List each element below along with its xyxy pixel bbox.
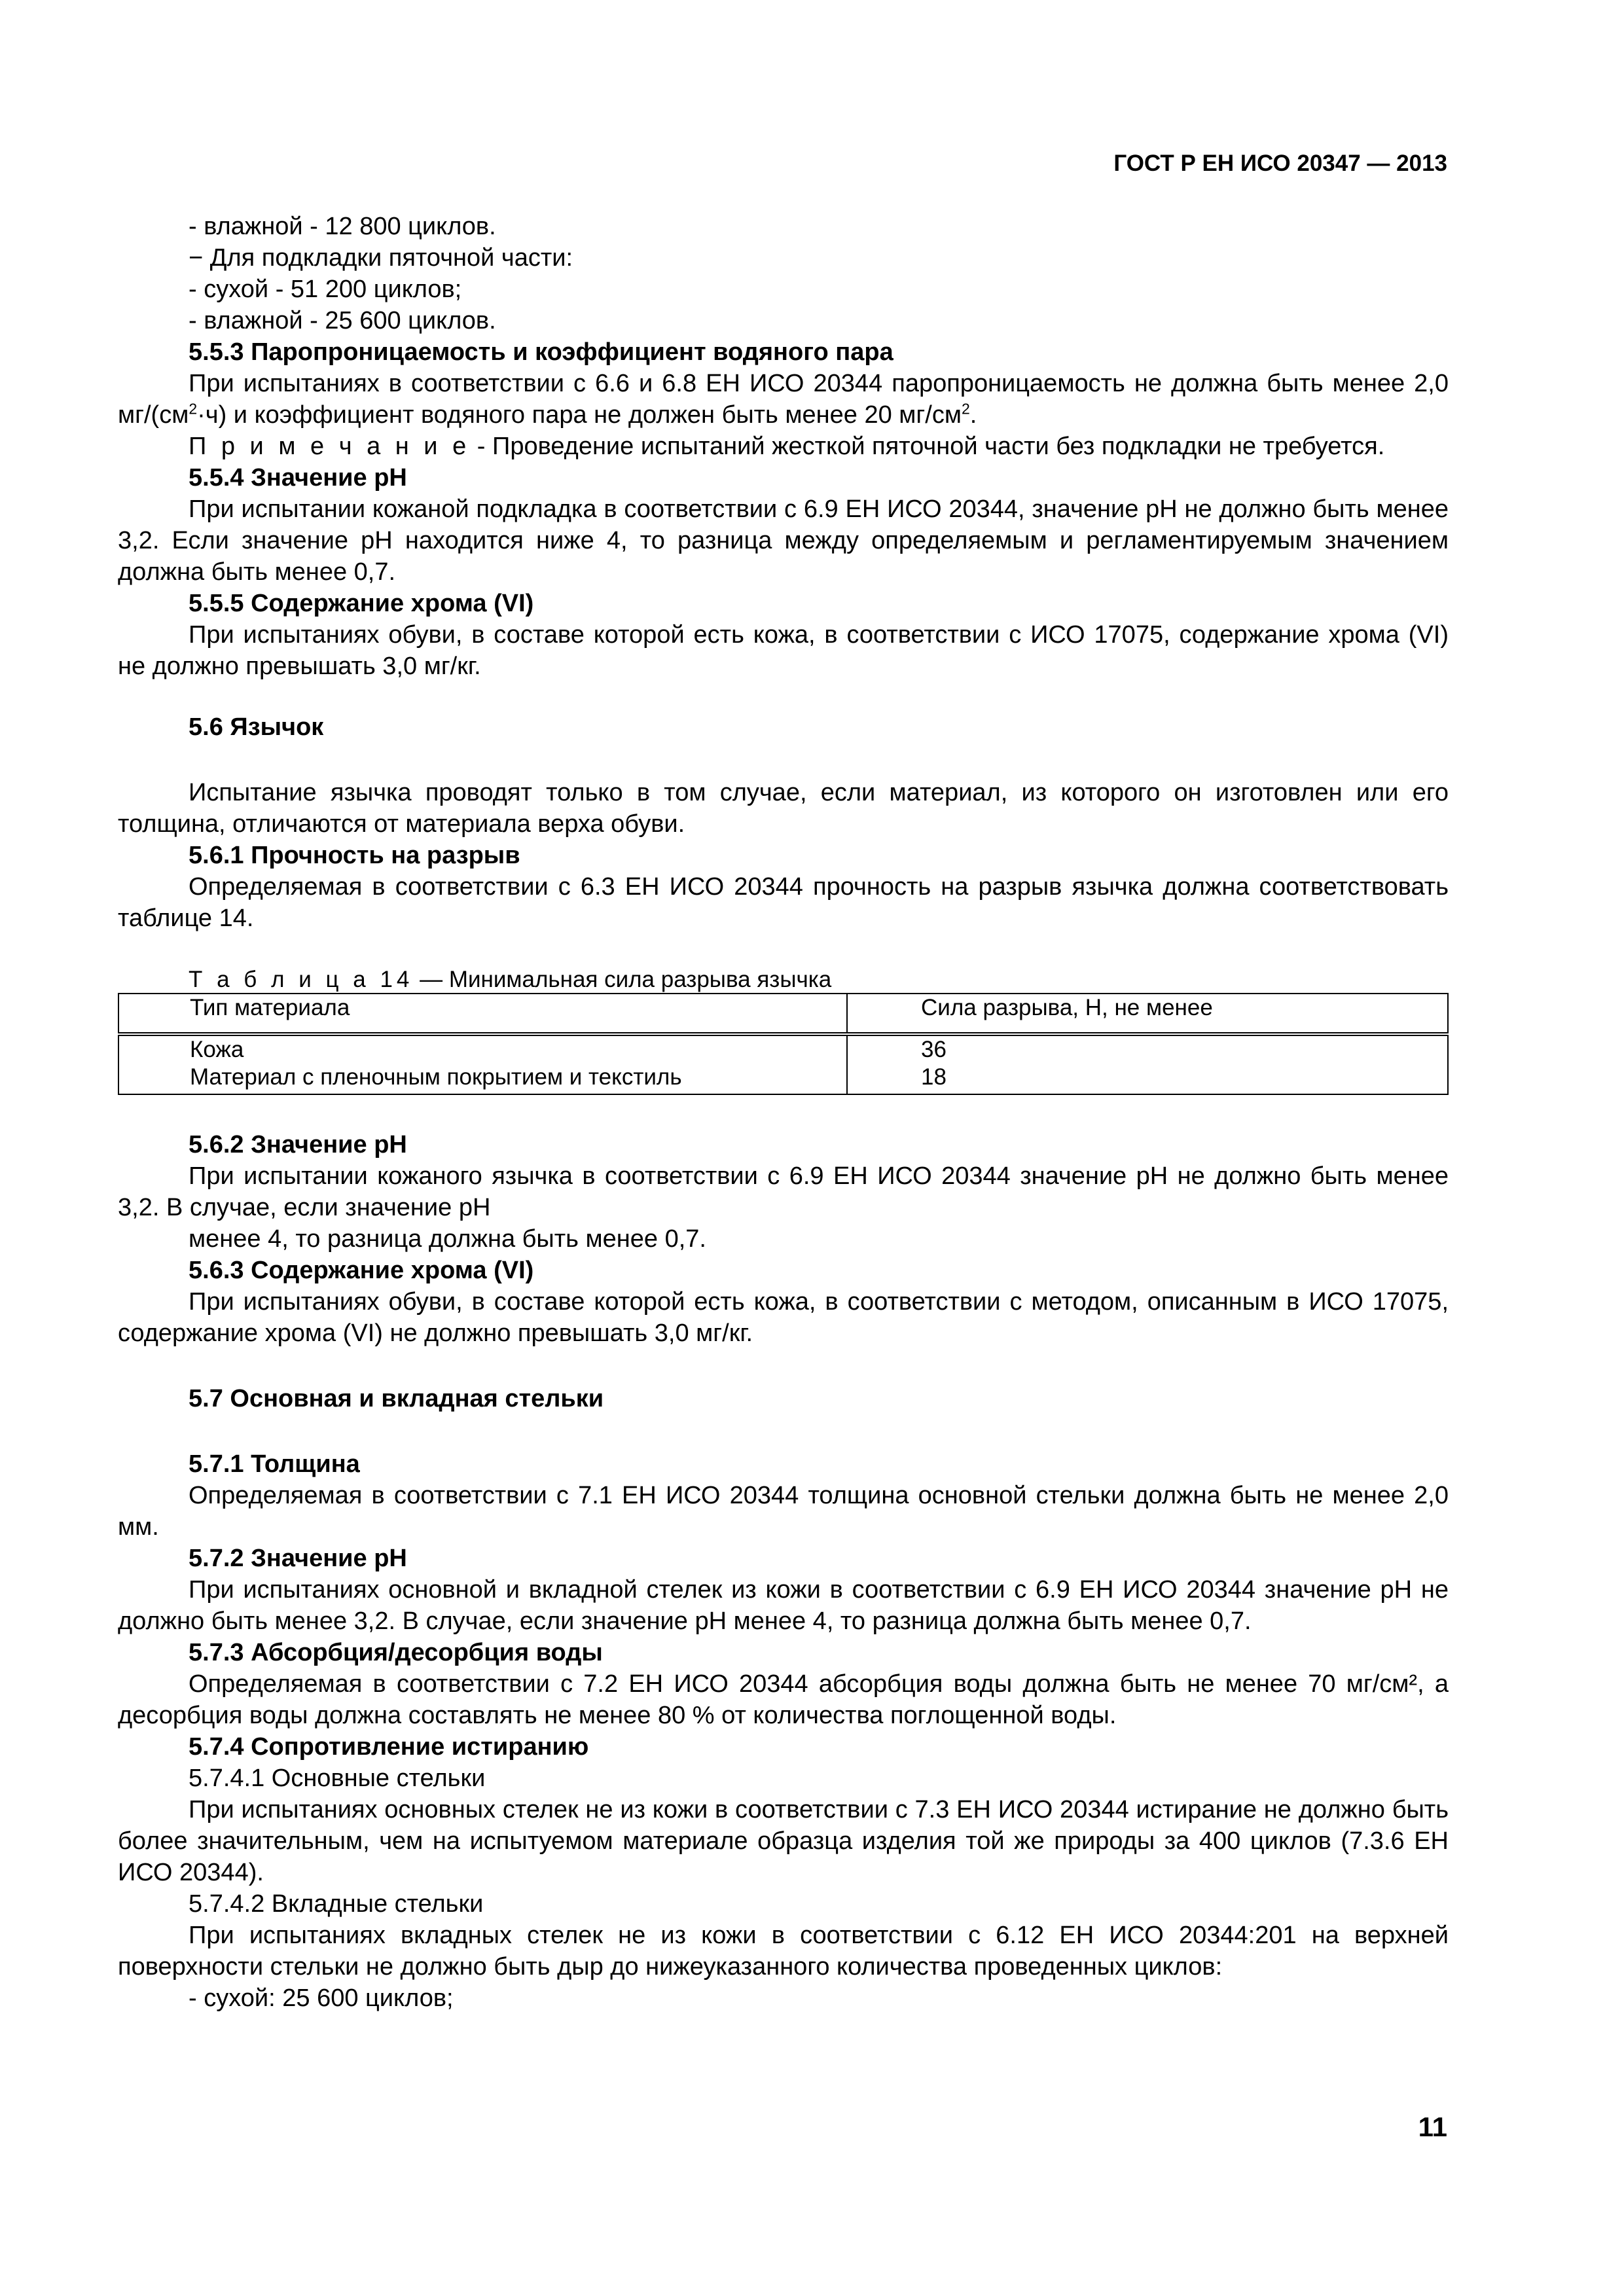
paragraph-5-7-2: При испытаниях основной и вкладной стелек из кожи в соответствии с 6.9 ЕН ИСО 20344 значение pH не должно быть менее 3,2. В случае, если значение pH менее 4, то разница должна быть менее 0,7. [118, 1576, 1449, 1635]
table-header-row [118, 994, 1448, 1034]
table-caption: Т а б л и ц а 14 — Минимальная сила разрыва язычка [189, 967, 832, 992]
section-heading-5-5-4: 5.5.4 Значение pH [189, 464, 407, 492]
paragraph-5-6-1: Определяемая в соответствии с 6.3 ЕН ИСО 20344 прочность на разрыв язычка должна соответствовать таблице 14. [118, 873, 1449, 932]
paragraph-5-6-2-continued: менее 4, то разница должна быть менее 0,7. [189, 1225, 706, 1253]
section-heading-5-5-5: 5.5.5 Содержание хрома (VI) [189, 590, 534, 617]
paragraph-5-6-3: При испытаниях обуви, в составе которой есть кожа, в соответствии с методом, описанным в ИСО 17075, содержание хрома (VI) не должно превышать 3,0 мг/кг. [118, 1288, 1449, 1347]
paragraph-5-7-4-2: При испытаниях вкладных стелек не из кожи в соответствии с 6.12 ЕН ИСО 20344:201 на верхней поверхности стельки не должно быть дыр до нижеуказанного количества проведенных циклов: [118, 1922, 1449, 1981]
table-cell-material: Кожа [118, 1034, 847, 1064]
paragraph-5-7-1: Определяемая в соответствии с 7.1 ЕН ИСО 20344 толщина основной стельки должна быть не менее 2,0 мм. [118, 1482, 1449, 1541]
paragraph-5-6-2: При испытании кожаного язычка в соответствии с 6.9 ЕН ИСО 20344 значение pH не должно быть менее 3,2. В случае, если значение pH [118, 1162, 1449, 1221]
section-heading-5-7-4: 5.7.4 Сопротивление истиранию [189, 1733, 589, 1761]
section-heading-5-6-2: 5.6.2 Значение pH [189, 1131, 407, 1158]
table-row [118, 1064, 1448, 1094]
paragraph-5-7-3: Определяемая в соответствии с 7.2 ЕН ИСО 20344 абсорбция воды должна быть не менее 70 мг/см², а десорбция воды должна составлять не менее 80 % от количества поглощенной воды. [118, 1670, 1449, 1729]
column-header-value: Сила разрыва, Н, не менее [847, 994, 1448, 1034]
table-cell-value: 36 [847, 1034, 1448, 1064]
table-row [118, 1034, 1448, 1064]
subsection-heading-5-7-4-2: 5.7.4.2 Вкладные стельки [189, 1890, 484, 1918]
paragraph-5-6: Испытание язычка проводят только в том случае, если материал, из которого он изготовлен или его толщина, отличаются от материала верха обуви. [118, 779, 1449, 838]
section-heading-5-7: 5.7 Основная и вкладная стельки [189, 1385, 604, 1412]
subsection-heading-5-7-4-1: 5.7.4.1 Основные стельки [189, 1765, 486, 1792]
note: П р и м е ч а н и е - Проведение испытаний жесткой пяточной части без подкладки не требуется. [189, 433, 1385, 460]
note-label: П р и м е ч а н и е [189, 433, 471, 460]
table-14 [118, 993, 1449, 1095]
list-item: - сухой - 51 200 циклов; [189, 276, 462, 303]
section-heading-5-5-3: 5.5.3 Паропроницаемость и коэффициент водяного пара [189, 338, 893, 366]
table-cell-value: 18 [847, 1064, 1448, 1094]
paragraph-5-7-4-1: При испытаниях основных стелек не из кожи в соответствии с 7.3 ЕН ИСО 20344 истирание не должно быть более значительным, чем на испытуемом материале образца изделия той же природы за 400 циклов (7.3.6 ЕН ИСО 20344). [118, 1796, 1449, 1886]
paragraph-5-5-4: При испытании кожаной подкладка в соответствии с 6.9 ЕН ИСО 20344, значение pH не должно быть менее 3,2. Если значение pH находится ниже 4, то разница между определяемым и регламентируемым значением должна быть менее 0,7. [118, 495, 1449, 586]
list-item: - сухой: 25 600 циклов; [189, 1984, 454, 2012]
table-cell-material: Материал с пленочным покрытием и текстиль [118, 1064, 847, 1094]
paragraph-5-5-3: При испытаниях в соответствии с 6.6 и 6.8 ЕН ИСО 20344 паропроницаемость не должна быть менее 2,0 $мг/(см^2\cdot ч)$ и коэффициент водяного пара не должен быть менее 20 $мг/см^2$. [118, 370, 1449, 429]
section-heading-5-7-3: 5.7.3 Абсорбция/десорбция воды [189, 1639, 603, 1666]
paragraph-5-5-5: При испытаниях обуви, в составе которой есть кожа, в соответствии с ИСО 17075, содержание хрома (VI) не должно превышать 3,0 мг/кг. [118, 621, 1449, 680]
page-body [118, 211, 1449, 2014]
list-item: − Для подкладки пяточной части: [189, 244, 573, 272]
page-number: 11 [1418, 2111, 1447, 2142]
column-header-material: Тип материала [118, 994, 847, 1034]
document-header: ГОСТ Р ЕН ИСО 20347 — 2013 [1113, 151, 1447, 176]
section-heading-5-7-2: 5.7.2 Значение pH [189, 1545, 407, 1572]
section-heading-5-6-1: 5.6.1 Прочность на разрыв [189, 842, 520, 869]
section-heading-5-7-1: 5.7.1 Толщина [189, 1450, 360, 1478]
section-heading-5-6-3: 5.6.3 Содержание хрома (VI) [189, 1257, 534, 1284]
list-item: - влажной - 25 600 циклов. [189, 307, 496, 334]
list-item: - влажной - 12 800 циклов. [189, 213, 496, 240]
section-heading-5-6: 5.6 Язычок [189, 713, 324, 741]
